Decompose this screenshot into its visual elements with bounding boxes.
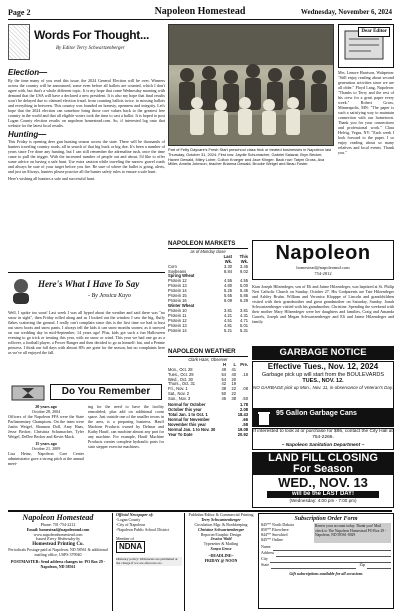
subscription-title: Subscription Order Form bbox=[294, 516, 358, 522]
publisher-role: Publisher/Editor & Commercial Printing bbox=[188, 512, 254, 517]
napoleon-name: Napoleon bbox=[275, 242, 371, 264]
subscription-form bbox=[258, 513, 394, 609]
hunting-heading: Hunting— bbox=[8, 129, 47, 139]
field-zip-label: Zip bbox=[359, 561, 365, 567]
garbage-line3: NO GARBAGE pick up Mon., Nov. 11, in observance of Veteran's Day. bbox=[253, 385, 394, 391]
market-row: Protein 12 4.55 4.55 bbox=[168, 278, 248, 284]
photo-caption: Part of Fetty Daycare's Fresh Start preschool class trick or treated businesses in Napoleon last Thursday, October 31, 2024. First row: Jaydie Schumacher, Gabriel Salazar, Bryn Becker, Haven Dewald, Miley Loher, Colton Krueger and Jace Klinger. Back row: Tatym Gross, Ava Miller, Amelia Johnson, teacher Brianna Dewald, Brooke Weigel and Beau Foster. bbox=[168, 148, 332, 167]
landfill-banner bbox=[252, 452, 394, 474]
masthead-name: Napoleon Homestead bbox=[22, 513, 94, 522]
hunting-close: Here's wishing all hunters a safe and successful hunt. bbox=[8, 176, 96, 182]
landfill-note: will be the LAST DAY! bbox=[267, 491, 379, 498]
weather-rows bbox=[168, 367, 248, 402]
dear-editor-header bbox=[338, 24, 394, 68]
obituary-policy: Obituary policy: Obituaries are published at the charge if we are aftercare etc. bbox=[116, 557, 182, 566]
issue-date: Wednesday, November 6, 2024 bbox=[300, 8, 392, 16]
page-header bbox=[8, 6, 392, 20]
rate-3: $45** Online bbox=[261, 536, 283, 542]
staff-list bbox=[184, 513, 254, 611]
market-row: Corn 3.30 3.45 bbox=[168, 263, 248, 269]
official-2: -Napoleon Public School District bbox=[116, 526, 170, 532]
weather-row: Wed., Oct. 30 54 20 bbox=[168, 376, 236, 382]
weather-subtitle: Clark Haas, Observer bbox=[188, 356, 228, 362]
woman-portrait-icon bbox=[10, 276, 32, 304]
ndna-logo: NDNA bbox=[116, 541, 145, 553]
market-row: Protein 12 4.51 4.71 bbox=[168, 318, 248, 324]
gift-note: Gift subscriptions available for all occasions bbox=[289, 570, 363, 576]
market-row: Protein 13 4.81 5.01 bbox=[168, 323, 248, 329]
weather-summary-row: Normal for October 1.78 bbox=[168, 402, 248, 408]
masthead bbox=[8, 513, 108, 611]
publisher-name: Terry Schwartzenberger bbox=[201, 516, 241, 522]
field-name-label: Name bbox=[261, 543, 271, 549]
sanitation-dept: ~ Napoleon Sanitation Department ~ bbox=[281, 442, 365, 448]
deadline-label: ~DEADLINE~ bbox=[208, 553, 234, 558]
circulation-name: Christine Schwartzenberger bbox=[197, 526, 245, 532]
twenty-years-text: Officers of the Napoleon FFA were the State Parliamentary Champions. On the team were Justin Weigel, Shannon Doll, Amy Haas, Jesse Becker, Christina Schumacher, Tyler Weigel, DeDee Becker and Kevin Mack. bbox=[8, 413, 84, 439]
children-photo-image bbox=[169, 25, 333, 145]
fifteen-years-date: October 21, 2009 bbox=[31, 445, 61, 451]
garbage-notice-body bbox=[252, 361, 394, 409]
dear-editor-text: Mrs. Lenore Harrison, Wahpeton: "Still enjoy reading about second generation activities since we are all older." Floyd Lang, Napoleon: "Thanks to Terry and the rest of his crew for a great paper every week." Robert Gross, Minneapolis, MN: "The paper is such a satisfying way to maintain connection with our hometown. Thank you for your connections and professional work." Clara Helvig, Vegas, NV: "Each week I look forward to the paper. I so enjoy reading about so many relatives and local events. Thank you." bbox=[338, 70, 394, 155]
markets-subtitle: as of Monday close bbox=[190, 248, 226, 254]
cans-text: If interested to look at or purchase for $95, contact the City Hall at 754-2266. bbox=[253, 429, 393, 440]
official-newspaper bbox=[112, 513, 182, 611]
landfill-date: WED., NOV. 13 bbox=[278, 475, 368, 490]
weather-row: Sat., Nov. 2 50 22 bbox=[168, 391, 236, 397]
dear-editor-label: Dear Editor bbox=[358, 27, 390, 37]
markets-table bbox=[168, 240, 248, 344]
twenty-years-date: October 28, 2004 bbox=[31, 408, 61, 414]
weather-row: Mon., Oct. 28 49 41 bbox=[168, 366, 236, 372]
fifteen-years-head: 15 years ago bbox=[35, 440, 57, 446]
weather-summary-row: Normal for November .66 bbox=[168, 417, 248, 423]
twenty-years-head: 20 years ago bbox=[35, 404, 57, 409]
column-title: Words For Thought... bbox=[34, 28, 150, 42]
fifteen-years-continued: ing for the need to have the facility remodeled, plus add on additional room space. Just outside one of the smaller towns in the area, is a preparing business. Hauff Machine Products owned by Delmar and Kathy Hauff, can machine almost any part for any machine. For example, Hauff Machine Products creates complete hydraulic parts for stair stepper exercise machines. bbox=[88, 404, 164, 449]
masthead-phone: Phone: 701-754-2212 bbox=[40, 521, 76, 527]
class-photo bbox=[168, 24, 334, 146]
rate-1: $50** Elsewhere bbox=[261, 527, 289, 533]
reporter-name: Jessica Wald bbox=[210, 536, 232, 542]
column-byline: By Editor Terry Schwartzenberger bbox=[56, 46, 125, 51]
weather-title: NAPOLEON WEATHER bbox=[168, 348, 248, 357]
newspaper-title: Napoleon Homestead bbox=[154, 6, 246, 17]
rate-0: $45** North Dakota bbox=[261, 522, 294, 528]
garbage-notice-title: GARBAGE NOTICE bbox=[252, 346, 394, 360]
heres-what-text: Well, I spoke too soon! Last week I was all hyped about the weather and said there was "no snow in sight", then Friday rolled along and as I looked out the window I saw the big, fluffy flakes scattering the ground. I really can't complain since this is the first time we had to bust out snow boots and snow pants. I always tell the kids it can snow months sooner, as it snowed on our wedding day in mid-September, 14 years ago! Plus, kids got such a fun Halloween evening to go trick or treating this year, with no snow or wind. This year we had one go as a rollover, a football player, a Power Ranger and then decided to go as himself: hat, and a Pennie princess. I think our fall days with almost 80's are gone for the season, but no complaints here as we've all enjoyed the fall. bbox=[8, 310, 165, 355]
state-input-line[interactable] bbox=[271, 563, 356, 569]
weather-summary-row: Normal Jan. 1 to Nov. 30 19.08 bbox=[168, 427, 248, 433]
official-0: -Logan County bbox=[116, 516, 141, 522]
market-row: Protein 11 4.21 4.31 bbox=[168, 313, 248, 319]
deadline-when: FRIDAY @ NOON bbox=[204, 557, 238, 563]
cans-info bbox=[252, 428, 394, 450]
election-text: By the time many of you read this issue, the 2024 General Election will be over. Winners across the country will be announced, some even before all ballots are counted, which I don't agree with, but that's a whole different topic. It is my hope that come Wednesday morning with demand that the USA will have a declared a new president. It is also my hope that final results won't be delayed due to claimed election fraud, from counting ballots twice, to missing ballots and everything in between. This country was founded on honesty, openness and integrity. Let's hope that the 2024 election can somehow bring those core values back to the greatest free country in the world and that all eligible voters took the time to cast a ballot. It is hoped to post Logan County election results on napoleon homestead.com. So, if interested log onto that website for the latest local results. bbox=[8, 77, 165, 128]
weather-summary-row: October this year 2.08 bbox=[168, 407, 248, 413]
field-city-label: City bbox=[261, 555, 268, 561]
market-row: Soybeans 8.84 9.02 bbox=[168, 268, 248, 274]
hourglass-icon bbox=[10, 384, 46, 402]
napoleon-phone: 754-2812 bbox=[314, 270, 332, 276]
napoleon-contact-box bbox=[252, 240, 394, 280]
market-row: Protein 16 6.09 6.29 bbox=[168, 298, 248, 304]
landfill-sub: For Season bbox=[293, 463, 353, 475]
twenty-years-ago bbox=[8, 404, 84, 504]
weather-row: Fri., Nov. 1 38 22 .08 bbox=[168, 386, 248, 392]
masthead-postmaster: POSTMASTER: Send address changes to: PO Box 29 - Napoleon, ND 58561 bbox=[10, 559, 106, 569]
reporter-role: Reporter/Graphic Design bbox=[200, 531, 242, 537]
market-row: Protein 10 3.81 3.81 bbox=[168, 308, 248, 314]
column-header bbox=[8, 24, 158, 64]
weather-summary-row: Year To Date 20.92 bbox=[168, 432, 248, 438]
rate-2: $44** Snowbird bbox=[261, 532, 288, 538]
market-row: Protein 14 5.25 5.45 bbox=[168, 288, 248, 294]
subscription-rates bbox=[261, 523, 311, 543]
official-1: -City of Napoleon bbox=[116, 521, 146, 527]
masthead-periodicals: Periodicals Postage paid at Napoleon, ND 58561 & additional mailing office, USPS 379940 bbox=[8, 547, 108, 558]
weather-row: Thurs., Oct. 31 42 19 bbox=[168, 381, 236, 387]
masthead-publisher: Homestead Printing Co. bbox=[32, 542, 84, 548]
weather-summary bbox=[168, 402, 248, 437]
member-label: Member of bbox=[116, 535, 134, 541]
weather-table bbox=[168, 348, 248, 478]
page-number: Page 2 bbox=[8, 8, 31, 17]
masthead-issued: Issued Every Wednesday by bbox=[35, 536, 81, 542]
heres-what-title: Here's What I Have To Say bbox=[38, 279, 140, 289]
landfill-details bbox=[252, 474, 394, 508]
garbage-cans-banner bbox=[252, 409, 394, 427]
typesetter-name: Sonya Grose bbox=[210, 546, 232, 552]
weather-header-row: H L Pre. bbox=[223, 361, 248, 367]
napoleon-email: homestead@napoleonnd.com bbox=[296, 265, 350, 271]
pencil-illustration-icon bbox=[8, 24, 30, 60]
cans-title: 95 Gallon Garbage Cans bbox=[276, 410, 357, 417]
masthead-web: www.napoleonhomestead.com bbox=[33, 531, 83, 537]
weather-summary-row: November this year .58 bbox=[168, 422, 248, 428]
garbage-effective: Effective Tues., Nov. 12, 2024 bbox=[267, 362, 379, 371]
garbage-can-icon bbox=[256, 411, 272, 426]
market-row: Spring Wheat bbox=[168, 273, 195, 279]
typesetter-role: Typesetter & Mailing bbox=[203, 541, 239, 547]
weather-summary-row: Total Jan. 1 to Oct. 1 18.43 bbox=[168, 412, 248, 418]
hunting-text: This Friday is opening deer gun hunting season across the state. There will be thousands of hunters traveling country roads, all in search of that big buck or big doe. It's been a number of years since I've done any hunting, but I can still remember the adrenaline rush, once the time came to pull the trigger. With the increased number of people out and about, I'd like to offer some advice on having a safe hunt. Use extra caution while traveling the narrow gravel roads and always be sure of your target before you fire. Be sure of where the bullet is going, alerts, and just an Always, hunters please practice all the hunter safety rules to ensure a safe hunt. bbox=[8, 139, 165, 175]
community-news: Kian Joseph Hilzendeger, son of Eli and Jaime Hilzendeger, was baptized at St. Philip Neri Catholic Church on Sunday, October 27. His Godparents are Tate Hilzendeger and Ashley Bruhn. William and Veronica Klopppe of Lincoln and grandchildren visited with their grandmother and great grandmother on Saturday, Sunday. Jonah Schwartzenberger visited with his grandmother, Christine. Spending the weekend with their mother Mary Hilzendeger were her daughters and families, Craig and Amanda Garrels, Joseph and Megan Schwartzenberger and Eli and Jaime Hilzendeger and family. bbox=[252, 284, 394, 324]
do-you-remember-title: Do You Remember bbox=[50, 384, 162, 400]
weather-row: Sun., Nov. 3 46 38 .50 bbox=[168, 396, 248, 402]
garbage-line2: TUES., NOV. 12. bbox=[302, 378, 344, 385]
market-row: Protein 13 4.80 5.00 bbox=[168, 283, 248, 289]
weather-row: Tues., Oct. 29 54 40 .18 bbox=[168, 371, 248, 377]
heres-what-byline: - By Jessica Kuyo bbox=[88, 293, 131, 299]
landfill-hours: (Wednesday: 4:00 pm - 7:00 pm) bbox=[289, 498, 357, 504]
official-head: Official Newspaper of: bbox=[116, 512, 154, 517]
market-row: Protein 15 5.65 5.85 bbox=[168, 293, 248, 299]
markets-header-row: Last Wk. This Wk. bbox=[223, 253, 248, 264]
market-row: Protein 14 5.21 5.31 bbox=[168, 328, 248, 334]
field-address-label: Address bbox=[261, 549, 275, 555]
markets-rows bbox=[168, 264, 248, 334]
heres-what-header bbox=[8, 272, 165, 308]
markets-title: NAPOLEON MARKETS bbox=[168, 240, 248, 249]
fifteen-years-text: Lisa Heinz, Napoleon Care Center administrator gave a strong pitch at the annual meet- bbox=[8, 450, 84, 466]
masthead-email: Email: homestead@napoleonnd.com bbox=[26, 526, 90, 532]
field-state-label: State bbox=[261, 561, 269, 567]
garbage-line1: Garbage pick up will start from the BOULEVARDS bbox=[261, 371, 385, 378]
subscription-fields bbox=[261, 545, 391, 569]
landfill-title: LAND FILL CLOSING bbox=[268, 452, 378, 464]
circulation-role: Circulation Mgr. & Bookkeeping bbox=[194, 521, 248, 527]
election-heading: Election— bbox=[8, 68, 48, 77]
zip-input-line[interactable] bbox=[367, 563, 391, 569]
editor-column bbox=[8, 68, 165, 268]
market-row: Winter Wheat bbox=[168, 303, 195, 309]
subscription-note: Renew your account today. Thank you! Mail check to The Napoleon Homestead PO Box 29 - Napoleon, ND 58561-0029 bbox=[314, 523, 391, 543]
